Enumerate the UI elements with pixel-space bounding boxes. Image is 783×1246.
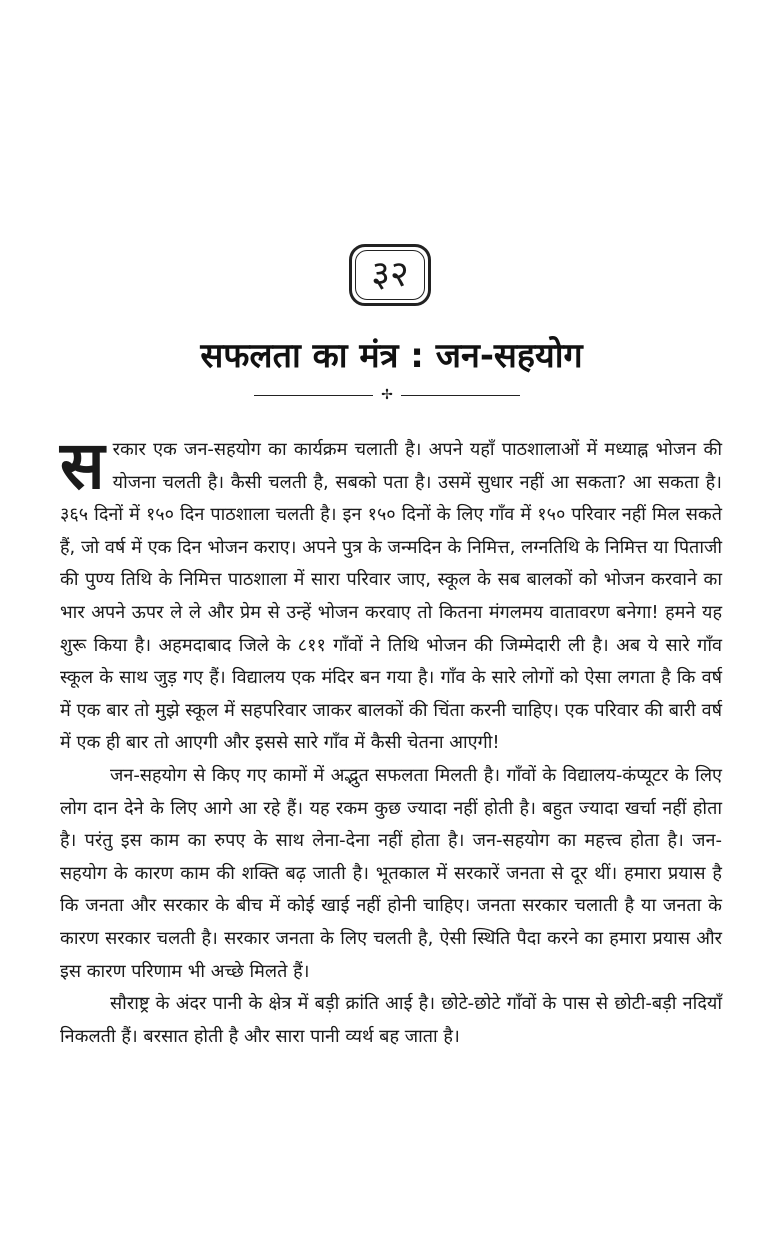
divider-line-right — [401, 395, 520, 396]
ornament-star-icon: ✢ — [381, 387, 393, 403]
paragraph-1 — [60, 427, 722, 760]
drop-cap: स — [60, 427, 105, 504]
chapter-body — [60, 427, 722, 1053]
paragraph-1-text: रकार एक जन-सहयोग का कार्यक्रम चलाती है। अपने यहाँ पाठशालाओं में मध्याह्न भोजन की योजना चलती है। कैसी चलती है, सबको पता है। उसमें सुधार नहीं आ सकता? आ सकता है। ३६५ दिनों में १५० दिन पाठशाला चलती है। इन १५० दिनों के लिए गाँव में १५० परिवार नहीं मिल सकते हैं, जो वर्ष में एक दिन भोजन कराए। अपने पुत्र के जन्मदिन के निमित्त, लग्नतिथि के निमित्त या पिताजी की पुण्य तिथि के निमित्त पाठशाला में सारा परिवार जाए, स्कूल के सब बालकों को भोजन करवाने का भार अपने ऊपर ले ले और प्रेम से उन्हें भोजन करवाए तो कितना मंगलमय वातावरण बनेगा! हमने यह शुरू किया है। अहमदाबाद जिले के ८११ गाँवों ने तिथि भोजन की जिम्मेदारी ली है। अब ये सारे गाँव स्कूल के साथ जुड़ गए हैं। विद्यालय एक मंदिर बन गया है। गाँव के सारे लोगों को ऐसा लगता है कि वर्ष में एक बार तो मुझे स्कूल में सहपरिवार जाकर बालकों की चिंता करनी चाहिए। एक परिवार की बारी वर्ष में एक ही बार तो आएगी और इससे सारे गाँव में कैसी चेतना आएगी! — [60, 439, 722, 754]
paragraph-3: सौराष्ट्र के अंदर पानी के क्षेत्र में बड़ी क्रांति आई है। छोटे-छोटे गाँवों के पास से छोटी-बड़ी नदियाँ निकलती हैं। बरसात होती है और सारा पानी व्यर्थ बह जाता है। — [60, 993, 722, 1047]
chapter-title: सफलता का मंत्र : जन-सहयोग — [200, 336, 583, 376]
chapter-number: ३२ — [371, 254, 409, 295]
title-ornament-divider — [254, 388, 520, 402]
paragraph-2: जन-सहयोग से किए गए कामों में अद्भुत सफलता मिलती है। गाँवों के विद्यालय-कंप्यूटर के लिए लोग दान देने के लिए आगे आ रहे हैं। यह रकम कुछ ज्यादा नहीं होती है। बहुत ज्यादा खर्चा नहीं होता है। परंतु इस काम का रुपए के साथ लेना-देना नहीं होता है। जन-सहयोग का महत्त्व होता है। जन-सहयोग के कारण काम की शक्ति बढ़ जाती है। भूतकाल में सरकारें जनता से दूर थीं। हमारा प्रयास है कि जनता और सरकार के बीच में कोई खाई नहीं होनी चाहिए। जनता सरकार चलाती है या जनता के कारण सरकार चलती है। सरकार जनता के लिए चलती है, ऐसी स्थिति पैदा करने का हमारा प्रयास और इस कारण परिणाम भी अच्छे मिलते हैं। — [60, 764, 722, 982]
divider-line-left — [254, 395, 373, 396]
chapter-number-badge — [349, 244, 431, 306]
